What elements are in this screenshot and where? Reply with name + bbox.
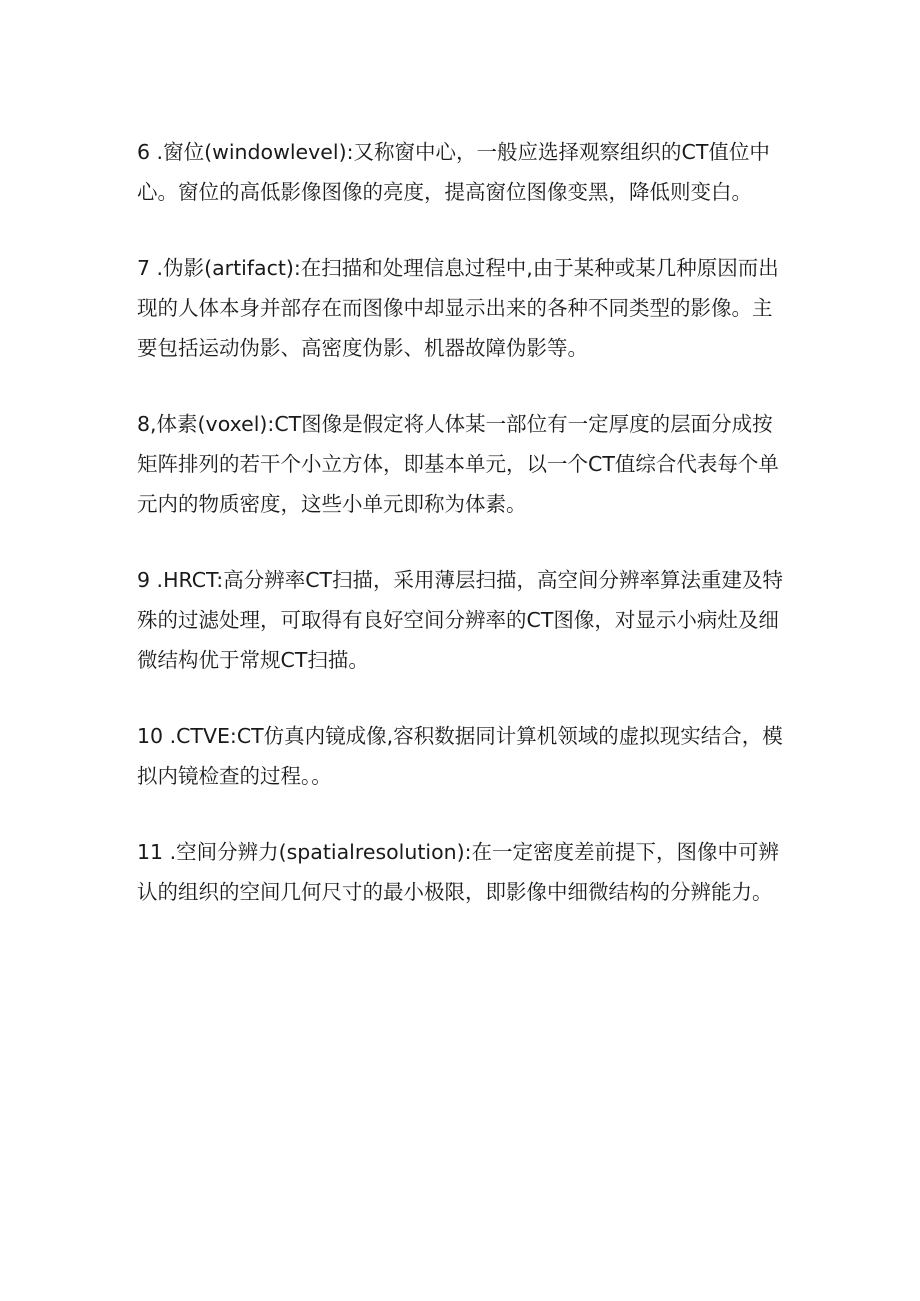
term-entry-ctve: 10 .CTVE:CT仿真内镜成像,容积数据同计算机领域的虚拟现实结合，模拟内镜检查的过程。。 — [137, 724, 783, 788]
term-entry-artifact: 7 .伪影(artifact):在扫描和处理信息过程中,由于某种或某几种原因而出现的人体本身并部存在而图像中却显示出来的各种不同类型的影像。主要包括运动伪影、高密度伪影、机器故障伪影等。 — [137, 256, 779, 360]
term-entry-hrct: 9 .HRCT:高分辨率CT扫描，采用薄层扫描，高空间分辨率算法重建及特殊的过滤处理，可取得有良好空间分辨率的CT图像，对显示小病灶及细微结构优于常规CT扫描。 — [137, 568, 784, 672]
term-entry-window-level: 6 .窗位(windowlevel):又称窗中心，一般应选择观察组织的CT值位中心。窗位的高低影像图像的亮度，提高窗位图像变黑，降低则变白。 — [137, 140, 770, 204]
term-entry-voxel: 8,体素(voxel):CT图像是假定将人体某一部位有一定厚度的层面分成按矩阵排列的若干个小立方体，即基本单元，以一个CT值综合代表每个单元内的物质密度，这些小单元即称为体素。 — [137, 412, 779, 516]
document-body — [137, 132, 787, 948]
term-entry-spatial-resolution: 11 .空间分辨力(spatialresolution):在一定密度差前提下，图像中可辨认的组织的空间几何尺寸的最小极限，即影像中细微结构的分辨能力。 — [137, 840, 780, 904]
